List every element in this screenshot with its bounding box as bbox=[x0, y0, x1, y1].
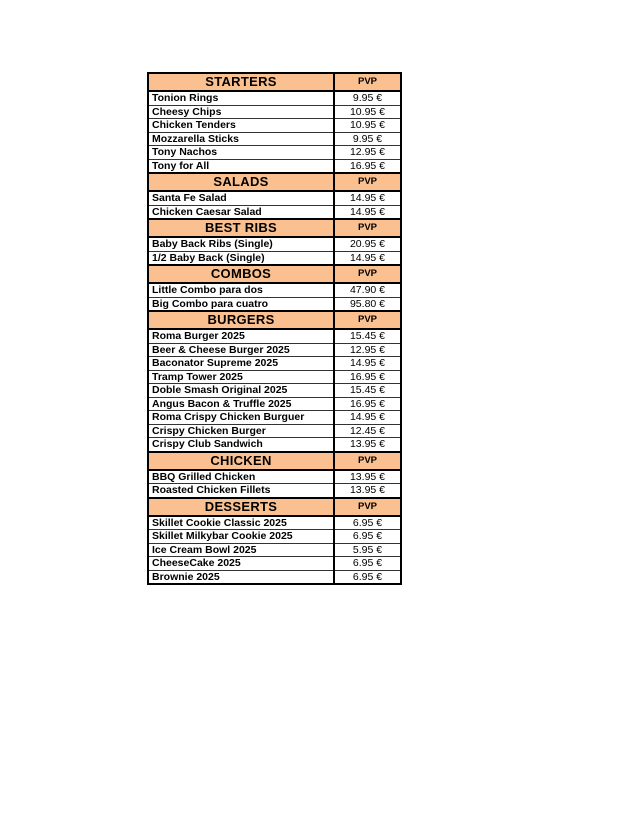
item-price-cell: 13.95 € bbox=[334, 438, 401, 452]
item-name-cell: Chicken Caesar Salad bbox=[148, 205, 334, 219]
item-price-cell: 6.95 € bbox=[334, 570, 401, 584]
item-price-cell: 16.95 € bbox=[334, 397, 401, 411]
menu-item-row bbox=[148, 384, 401, 398]
menu-item-row bbox=[148, 570, 401, 584]
menu-item-row bbox=[148, 397, 401, 411]
section-title: DESSERTS bbox=[148, 498, 334, 516]
item-price-cell: 14.95 € bbox=[334, 205, 401, 219]
menu-item-row bbox=[148, 119, 401, 133]
item-name-cell: Beer & Cheese Burger 2025 bbox=[148, 343, 334, 357]
menu-item-row bbox=[148, 438, 401, 452]
pvp-column-header: PVP bbox=[334, 265, 401, 283]
item-price-cell: 14.95 € bbox=[334, 251, 401, 265]
item-name-cell: Santa Fe Salad bbox=[148, 191, 334, 205]
item-name-cell: Crispy Chicken Burger bbox=[148, 424, 334, 438]
item-price-cell: 13.95 € bbox=[334, 484, 401, 498]
item-name-cell: Baconator Supreme 2025 bbox=[148, 357, 334, 371]
section-title: BEST RIBS bbox=[148, 219, 334, 237]
item-price-cell: 12.95 € bbox=[334, 343, 401, 357]
section-title: CHICKEN bbox=[148, 452, 334, 470]
item-price-cell: 6.95 € bbox=[334, 530, 401, 544]
section-title: COMBOS bbox=[148, 265, 334, 283]
section-header-row bbox=[148, 311, 401, 329]
item-name-cell: BBQ Grilled Chicken bbox=[148, 470, 334, 484]
menu-item-row bbox=[148, 343, 401, 357]
item-name-cell: Chicken Tenders bbox=[148, 119, 334, 133]
menu-table-body bbox=[148, 73, 401, 584]
item-price-cell: 15.45 € bbox=[334, 384, 401, 398]
pvp-column-header: PVP bbox=[334, 452, 401, 470]
section-header-row bbox=[148, 173, 401, 191]
menu-item-row bbox=[148, 357, 401, 371]
item-name-cell: 1/2 Baby Back (Single) bbox=[148, 251, 334, 265]
menu-item-row bbox=[148, 283, 401, 297]
menu-item-row bbox=[148, 105, 401, 119]
item-price-cell: 6.95 € bbox=[334, 557, 401, 571]
section-header-row bbox=[148, 498, 401, 516]
item-name-cell: Big Combo para cuatro bbox=[148, 297, 334, 311]
item-price-cell: 14.95 € bbox=[334, 357, 401, 371]
item-price-cell: 12.95 € bbox=[334, 146, 401, 160]
section-header-row bbox=[148, 265, 401, 283]
item-price-cell: 12.45 € bbox=[334, 424, 401, 438]
pvp-column-header: PVP bbox=[334, 219, 401, 237]
menu-item-row bbox=[148, 557, 401, 571]
menu-item-row bbox=[148, 91, 401, 105]
item-name-cell: Roasted Chicken Fillets bbox=[148, 484, 334, 498]
item-name-cell: Skillet Milkybar Cookie 2025 bbox=[148, 530, 334, 544]
item-price-cell: 9.95 € bbox=[334, 132, 401, 146]
section-header-row bbox=[148, 452, 401, 470]
menu-item-row bbox=[148, 516, 401, 530]
item-name-cell: Skillet Cookie Classic 2025 bbox=[148, 516, 334, 530]
item-price-cell: 10.95 € bbox=[334, 105, 401, 119]
item-name-cell: Tony Nachos bbox=[148, 146, 334, 160]
item-price-cell: 16.95 € bbox=[334, 159, 401, 173]
section-title: SALADS bbox=[148, 173, 334, 191]
menu-item-row bbox=[148, 251, 401, 265]
item-name-cell: Angus Bacon & Truffle 2025 bbox=[148, 397, 334, 411]
item-price-cell: 9.95 € bbox=[334, 91, 401, 105]
item-price-cell: 14.95 € bbox=[334, 411, 401, 425]
menu-item-row bbox=[148, 205, 401, 219]
item-price-cell: 5.95 € bbox=[334, 543, 401, 557]
menu-item-row bbox=[148, 411, 401, 425]
item-name-cell: Mozzarella Sticks bbox=[148, 132, 334, 146]
menu-item-row bbox=[148, 484, 401, 498]
item-name-cell: Little Combo para dos bbox=[148, 283, 334, 297]
item-price-cell: 16.95 € bbox=[334, 370, 401, 384]
menu-item-row bbox=[148, 191, 401, 205]
menu-item-row bbox=[148, 470, 401, 484]
section-header-row bbox=[148, 219, 401, 237]
item-price-cell: 14.95 € bbox=[334, 191, 401, 205]
menu-item-row bbox=[148, 297, 401, 311]
item-name-cell: Brownie 2025 bbox=[148, 570, 334, 584]
pvp-column-header: PVP bbox=[334, 498, 401, 516]
item-price-cell: 15.45 € bbox=[334, 329, 401, 343]
menu-price-table bbox=[147, 72, 402, 585]
menu-item-row bbox=[148, 424, 401, 438]
section-header-row bbox=[148, 73, 401, 91]
item-name-cell: Crispy Club Sandwich bbox=[148, 438, 334, 452]
section-title: STARTERS bbox=[148, 73, 334, 91]
item-name-cell: Roma Burger 2025 bbox=[148, 329, 334, 343]
pvp-column-header: PVP bbox=[334, 73, 401, 91]
item-name-cell: Tony for All bbox=[148, 159, 334, 173]
item-name-cell: CheeseCake 2025 bbox=[148, 557, 334, 571]
item-price-cell: 20.95 € bbox=[334, 237, 401, 251]
menu-item-row bbox=[148, 237, 401, 251]
item-price-cell: 13.95 € bbox=[334, 470, 401, 484]
menu-item-row bbox=[148, 329, 401, 343]
item-name-cell: Tramp Tower 2025 bbox=[148, 370, 334, 384]
item-price-cell: 6.95 € bbox=[334, 516, 401, 530]
menu-item-row bbox=[148, 159, 401, 173]
item-name-cell: Doble Smash Original 2025 bbox=[148, 384, 334, 398]
item-name-cell: Ice Cream Bowl 2025 bbox=[148, 543, 334, 557]
menu-item-row bbox=[148, 530, 401, 544]
menu-item-row bbox=[148, 370, 401, 384]
pvp-column-header: PVP bbox=[334, 311, 401, 329]
menu-item-row bbox=[148, 146, 401, 160]
menu-item-row bbox=[148, 132, 401, 146]
item-name-cell: Baby Back Ribs (Single) bbox=[148, 237, 334, 251]
item-name-cell: Cheesy Chips bbox=[148, 105, 334, 119]
item-price-cell: 95.80 € bbox=[334, 297, 401, 311]
item-price-cell: 10.95 € bbox=[334, 119, 401, 133]
pvp-column-header: PVP bbox=[334, 173, 401, 191]
item-price-cell: 47.90 € bbox=[334, 283, 401, 297]
menu-item-row bbox=[148, 543, 401, 557]
item-name-cell: Tonion Rings bbox=[148, 91, 334, 105]
section-title: BURGERS bbox=[148, 311, 334, 329]
item-name-cell: Roma Crispy Chicken Burguer bbox=[148, 411, 334, 425]
